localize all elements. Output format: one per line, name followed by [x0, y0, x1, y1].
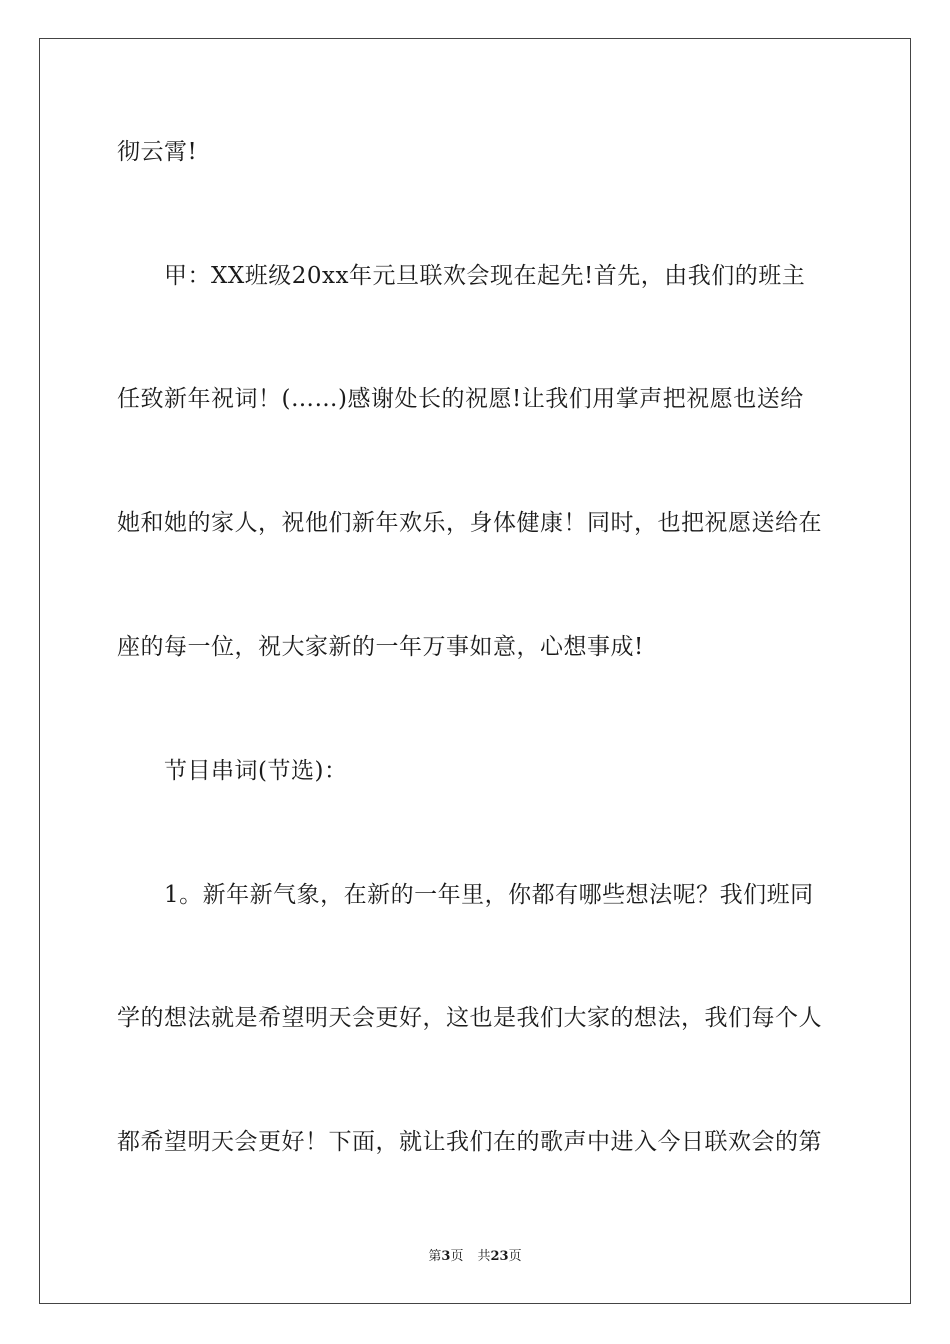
page-footer: [0, 1248, 950, 1266]
text-line-9: 都希望明天会更好！下面，就让我们在的歌声中进入今日联欢会的第: [117, 1129, 822, 1155]
text-line-7: 1。新年新气象，在新的一年里，你都有哪些想法呢？我们班同: [164, 882, 814, 908]
footer-page-number: 3: [441, 1249, 451, 1264]
text-line-4: 她和她的家人，祝他们新年欢乐，身体健康！同时，也把祝愿送给在: [117, 510, 822, 536]
text-line-5: 座的每一位，祝大家新的一年万事如意，心想事成!: [117, 634, 644, 660]
text-line-1: 彻云霄!: [117, 139, 198, 165]
footer-page-prefix: 第: [428, 1249, 442, 1264]
footer-total-number: 23: [490, 1249, 509, 1264]
text-line-6: 节目串词(节选)：: [164, 758, 348, 784]
footer-page-suffix: 页: [450, 1249, 464, 1264]
page-border: [39, 38, 911, 1304]
text-line-3: 任致新年祝词！(……)感谢处长的祝愿!让我们用掌声把祝愿也送给: [117, 386, 804, 412]
text-line-2: 甲：XX班级20xx年元旦联欢会现在起先!首先，由我们的班主: [164, 263, 806, 289]
text-line-8: 学的想法就是希望明天会更好，这也是我们大家的想法，我们每个人: [117, 1005, 822, 1031]
footer-total-suffix: 页: [508, 1249, 522, 1264]
footer-total-prefix: 共: [477, 1249, 491, 1264]
